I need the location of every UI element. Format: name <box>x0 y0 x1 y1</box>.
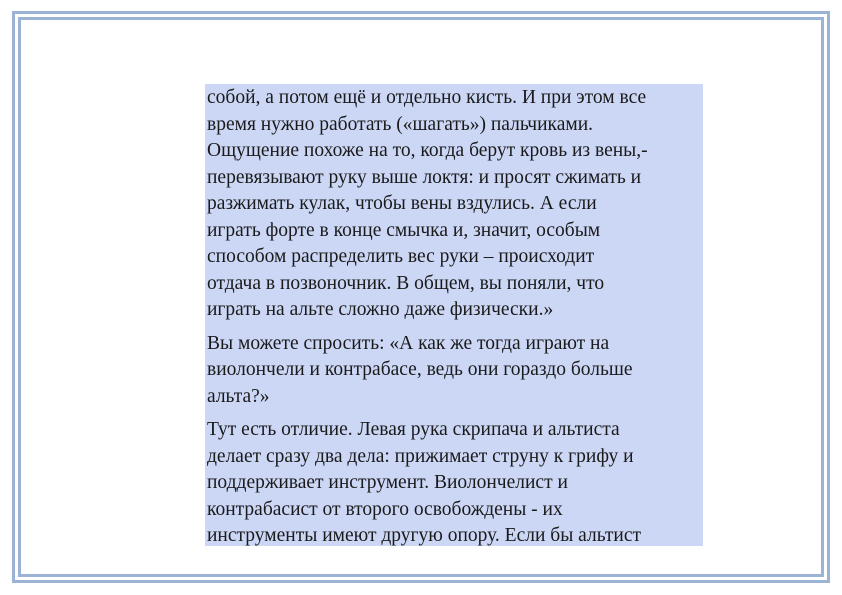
text-line: Вы можете спросить: «А как же тогда играют на <box>207 332 610 354</box>
text-block <box>205 84 703 546</box>
text-line: делает сразу два дела: прижимает струну к грифу и <box>207 445 634 467</box>
text-line: виолончели и контрабасе, ведь они гораздо больше <box>207 359 633 380</box>
text-line: играть на альте сложно даже физически.» <box>207 299 554 320</box>
text-line: собой, а потом ещё и отдельно кисть. И при этом все <box>207 87 647 108</box>
text-line: разжимать кулак, чтобы вены вздулись. А если <box>207 193 597 214</box>
text-line: способом распределить вес руки – происходит <box>207 246 595 267</box>
text-line: играть форте в конце смычка и, значит, особым <box>207 219 601 241</box>
text-line: перевязывают руку выше локтя: и просят сжимать и <box>207 166 642 188</box>
text-line: Тут есть отличие. Левая рука скрипача и альтиста <box>207 419 620 440</box>
paragraph-2 <box>207 331 701 411</box>
text-line: время нужно работать («шагать») пальчиками. <box>207 113 594 135</box>
text-line: поддерживает инструмент. Виолончелист и <box>207 472 568 493</box>
paragraph-1 <box>207 85 701 324</box>
text-line: отдача в позвоночник. В общем, вы поняли, что <box>207 272 605 294</box>
paragraph-3 <box>207 417 701 546</box>
text-line: инструменты имеют другую опору. Если бы альтист <box>207 525 642 546</box>
text-line: альта?» <box>207 385 270 407</box>
text-line: Ощущение похоже на то, когда берут кровь из вены,- <box>207 140 648 161</box>
text-line: контрабасист от второго освобождены - их <box>207 498 563 520</box>
